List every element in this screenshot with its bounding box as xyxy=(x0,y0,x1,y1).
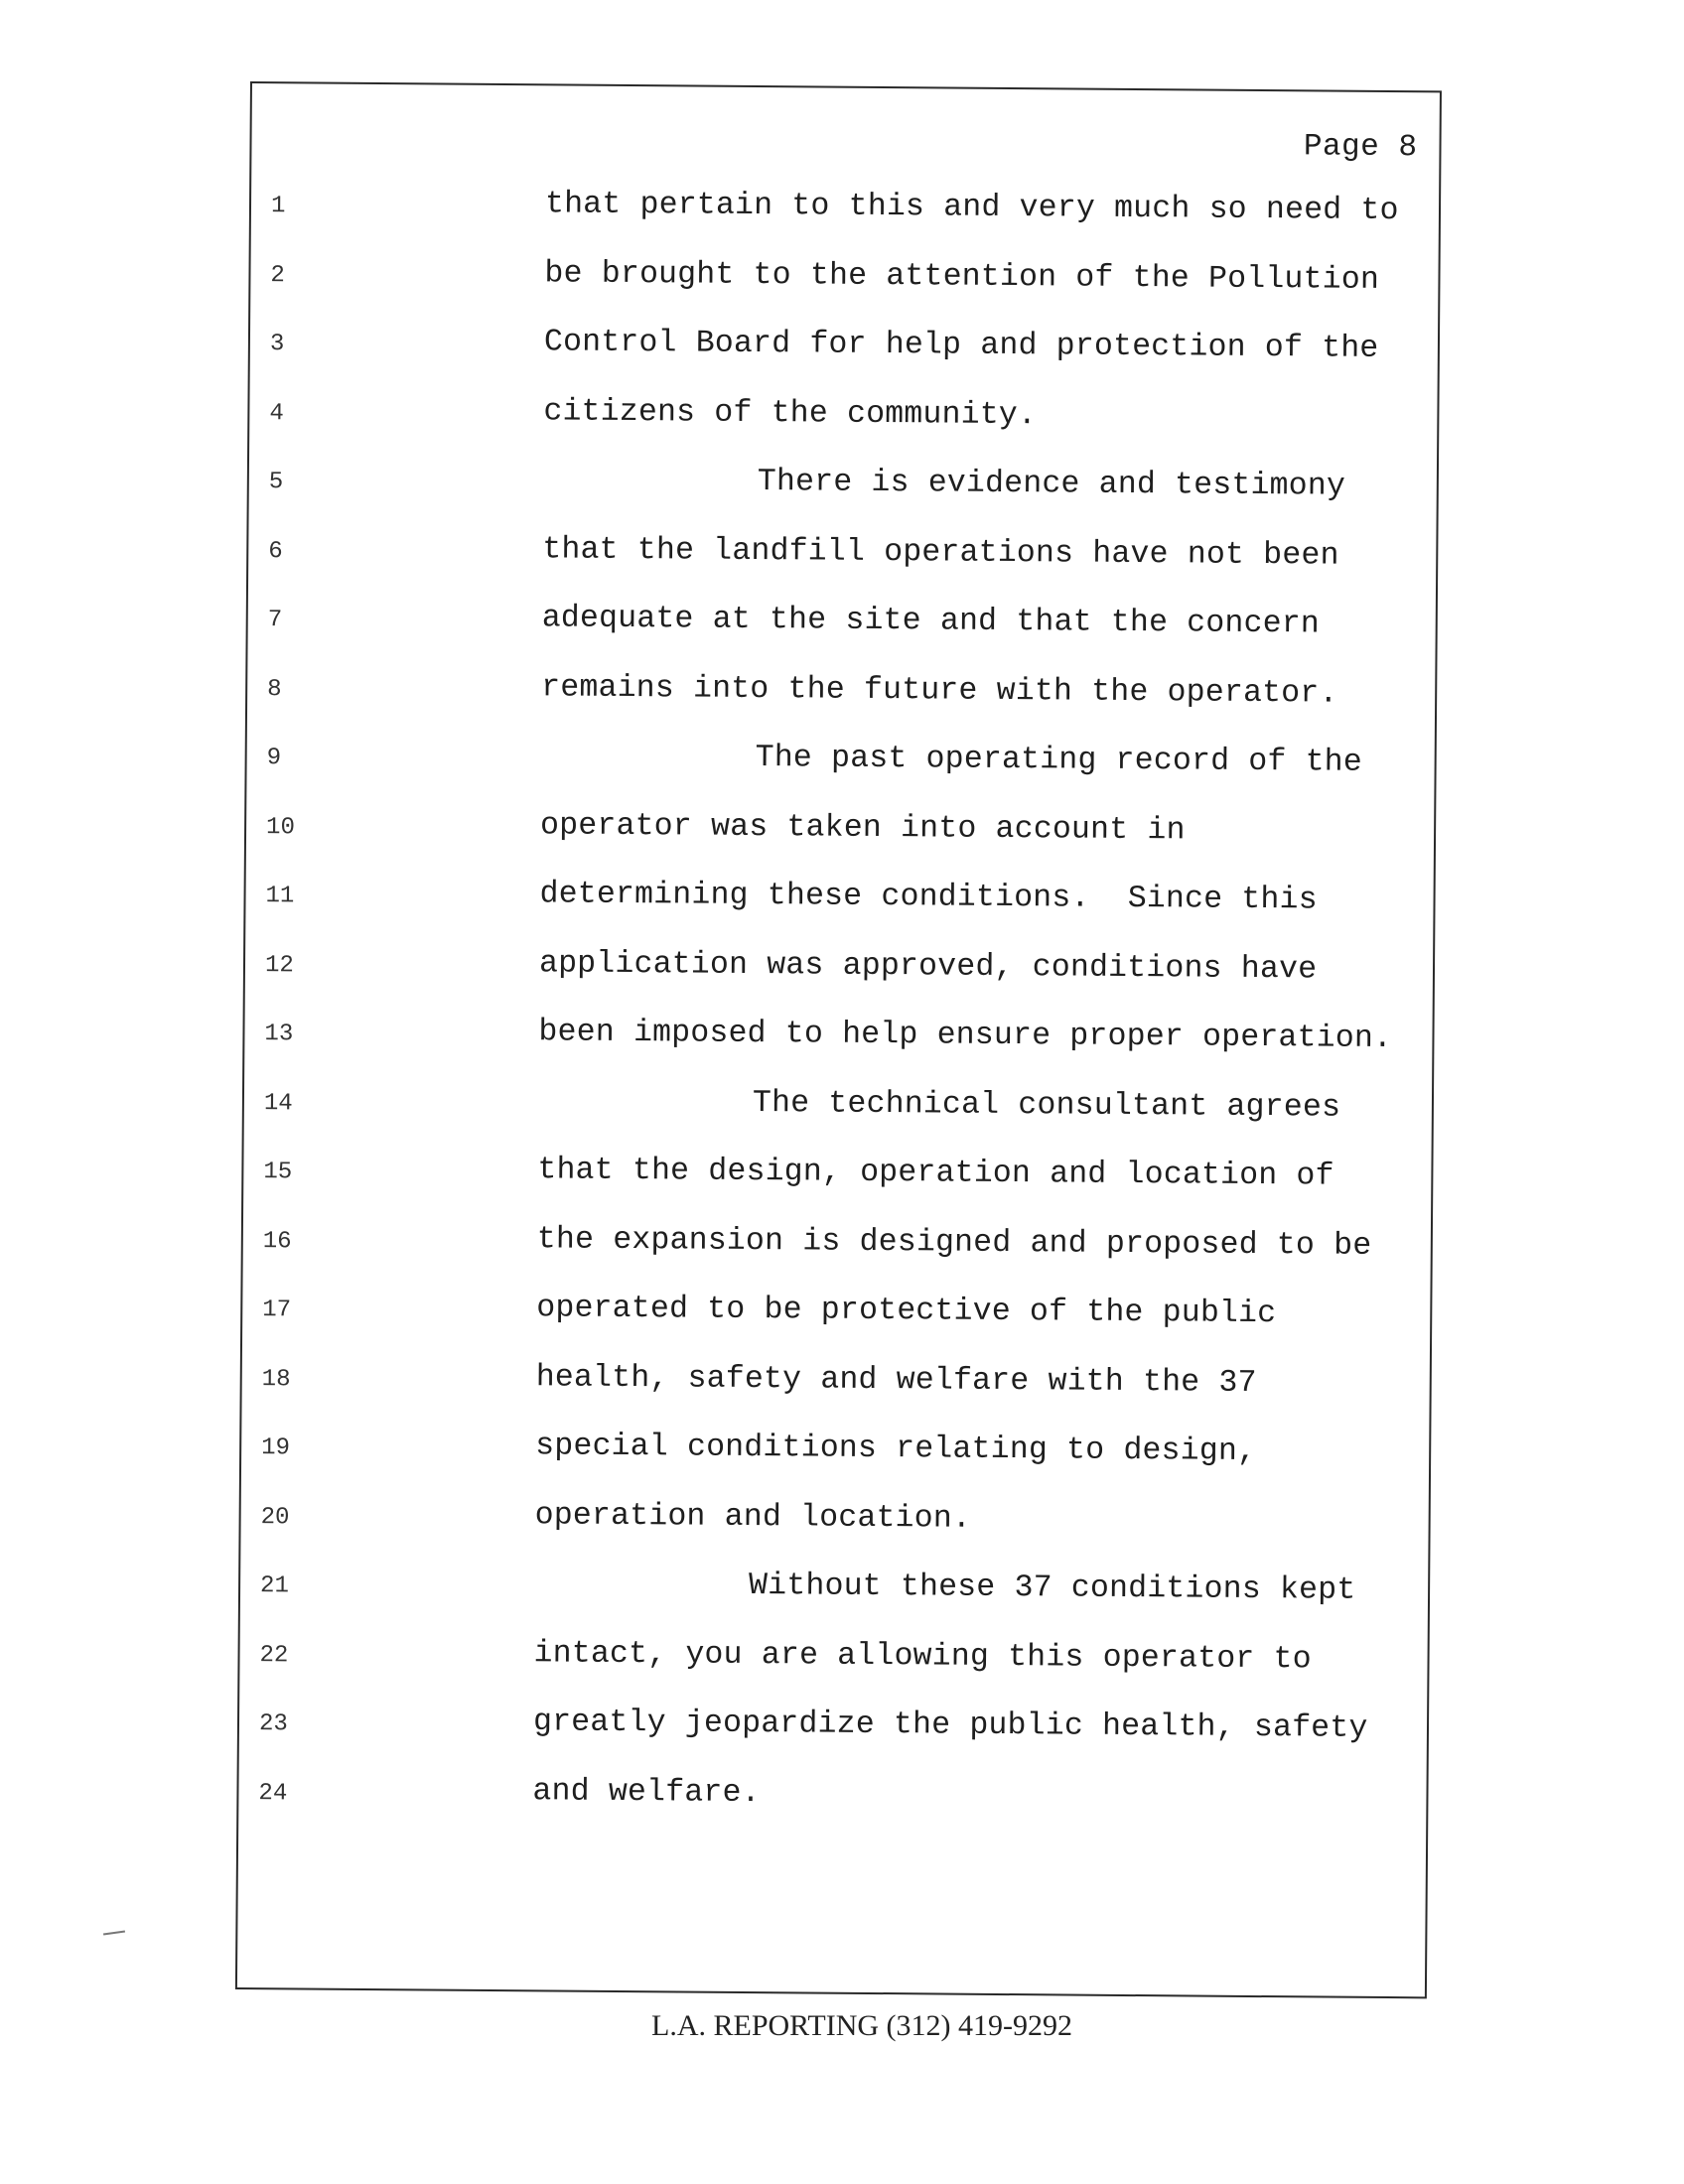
transcript-line xyxy=(250,317,1439,395)
line-number: 3 xyxy=(269,331,285,358)
line-text: determining these conditions. Since this xyxy=(539,877,1318,918)
transcript-line xyxy=(243,1145,1432,1223)
line-number: 8 xyxy=(267,675,282,703)
transcript-line xyxy=(240,1489,1429,1568)
line-number: 7 xyxy=(267,607,283,634)
line-number: 14 xyxy=(263,1089,293,1117)
line-text: There is evidence and testimony xyxy=(757,465,1346,504)
line-text: be brought to the attention of the Pollution xyxy=(544,255,1380,298)
transcript-line xyxy=(244,1007,1433,1085)
transcript-page-frame xyxy=(235,81,1442,1998)
line-number: 21 xyxy=(259,1572,290,1600)
transcript-line xyxy=(242,1213,1431,1292)
transcript-line xyxy=(249,455,1438,533)
line-text: The technical consultant agrees xyxy=(752,1085,1341,1126)
line-number: 11 xyxy=(265,883,295,910)
line-text: remains into the future with the operator. xyxy=(541,669,1338,712)
transcript-line xyxy=(246,799,1435,878)
reporter-footer: L.A. REPORTING (312) 419-9292 xyxy=(651,2009,1072,2042)
line-number: 20 xyxy=(260,1503,290,1531)
line-text: application was approved, conditions have xyxy=(538,945,1318,987)
line-number: 15 xyxy=(263,1159,293,1186)
transcript-line xyxy=(250,248,1439,327)
line-text: Control Board for help and protection of the xyxy=(543,325,1379,366)
transcript-line xyxy=(239,1697,1428,1775)
page-number: Page 8 xyxy=(1303,129,1418,166)
line-text: Without these 37 conditions kept xyxy=(748,1568,1356,1608)
transcript-line xyxy=(247,661,1436,740)
line-text: and welfare. xyxy=(532,1773,761,1811)
line-number: 19 xyxy=(261,1434,291,1462)
line-text: citizens of the community. xyxy=(543,393,1038,433)
line-number: 12 xyxy=(264,951,294,979)
line-number: 13 xyxy=(264,1021,294,1048)
line-text: health, safety and welfare with the 37 xyxy=(535,1359,1257,1401)
transcript-line xyxy=(240,1559,1429,1637)
line-number: 17 xyxy=(262,1297,292,1324)
line-number: 1 xyxy=(270,193,286,220)
transcript-line xyxy=(246,731,1435,809)
transcript-line xyxy=(239,1627,1428,1706)
line-number: 6 xyxy=(268,537,283,565)
line-text: intact, you are allowing this operator to xyxy=(533,1635,1312,1677)
line-text: adequate at the site and that the concern xyxy=(541,601,1321,642)
line-number: 9 xyxy=(266,745,282,772)
scan-artifact-mark xyxy=(103,1930,125,1935)
line-text: the expansion is designed and proposed to be xyxy=(536,1221,1372,1264)
line-number: 24 xyxy=(258,1779,288,1807)
line-text: operation and location. xyxy=(534,1497,972,1537)
line-text: been imposed to help ensure proper operation. xyxy=(538,1015,1393,1057)
line-number: 4 xyxy=(269,399,284,427)
line-number: 10 xyxy=(265,813,296,841)
transcript-line xyxy=(249,386,1438,465)
transcript-line xyxy=(238,1765,1427,1843)
line-text: The past operating record of the xyxy=(755,741,1363,780)
transcript-line xyxy=(245,937,1434,1016)
transcript-line xyxy=(241,1421,1430,1499)
line-number: 2 xyxy=(270,261,285,289)
transcript-line xyxy=(244,1075,1433,1154)
line-text: operated to be protective of the public xyxy=(536,1291,1277,1332)
line-number: 22 xyxy=(259,1641,289,1669)
line-number: 5 xyxy=(268,469,284,496)
line-text: that the design, operation and location of xyxy=(537,1153,1334,1194)
transcript-line xyxy=(251,179,1440,257)
line-text: that the landfill operations have not been xyxy=(542,531,1339,574)
transcript-line xyxy=(247,593,1436,671)
transcript-lines xyxy=(238,179,1439,1843)
line-text: operator was taken into account in xyxy=(539,807,1186,848)
line-text: greatly jeopardize the public health, safety xyxy=(532,1705,1368,1746)
transcript-line xyxy=(245,869,1434,947)
transcript-line xyxy=(248,524,1437,603)
line-number: 23 xyxy=(258,1710,288,1738)
transcript-line xyxy=(241,1351,1430,1430)
line-number: 18 xyxy=(261,1365,291,1393)
line-text: special conditions relating to design, xyxy=(535,1429,1257,1469)
transcript-line xyxy=(242,1283,1431,1361)
line-number: 16 xyxy=(262,1227,292,1255)
line-text: that pertain to this and very much so need to xyxy=(544,187,1399,229)
